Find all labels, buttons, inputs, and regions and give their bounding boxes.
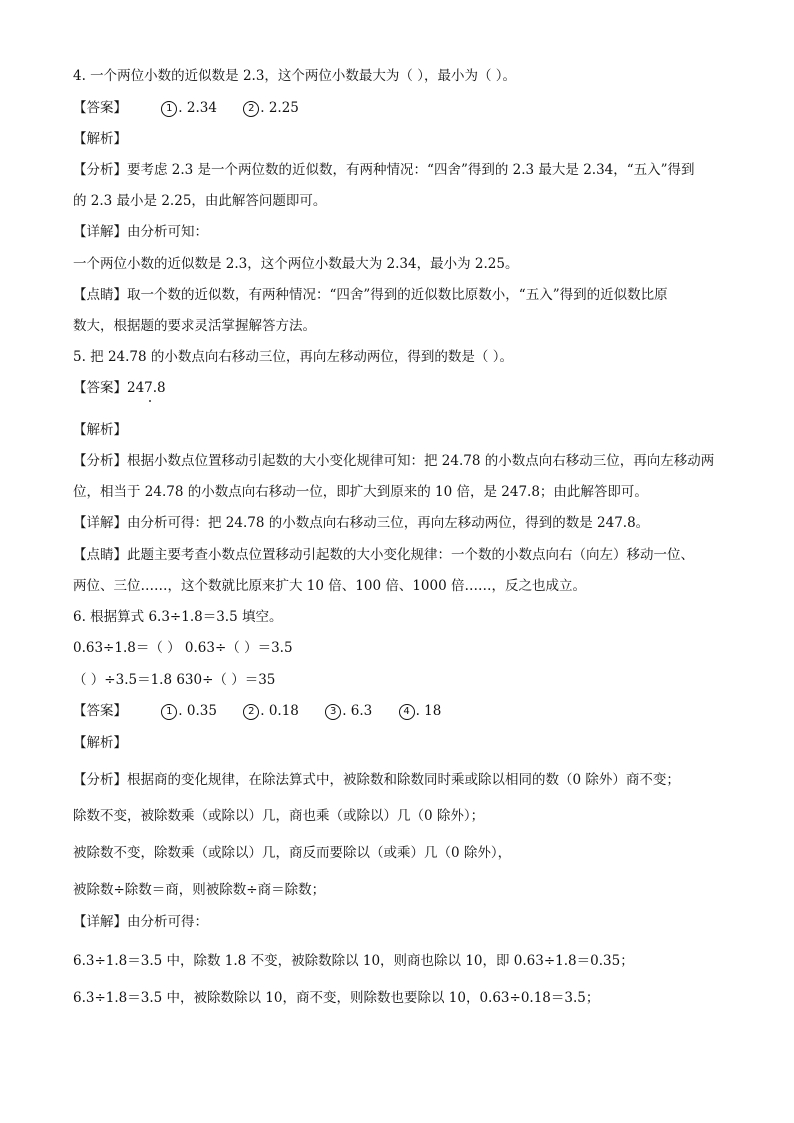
q4-answer-item-1: 1 . 2.34 [161,98,217,118]
circle-1-icon: 1 [161,101,177,117]
q5-dianjing-line-2: 两位、三位……，这个数就比原来扩大 10 倍、100 倍、1000 倍……，反之也成立。 [73,578,586,594]
q6-fenxi-line-1: 【分析】根据商的变化规律，在除法算式中，被除数和除数同时乘或除以相同的数（0 除外）商不变； [73,772,680,788]
q6-blank-row-2: （ ）÷3.5＝1.8 630÷（ ）＝35 [73,672,276,688]
q4-answer-tag: 【答案】 [73,100,127,116]
q4-detail-line-1: 一个两位小数的近似数是 2.3，这个两位小数最大为 2.34，最小为 2.25。 [73,256,519,272]
q6-answer-item-4: 4 . 18 [399,701,442,721]
q4-question: 4. 一个两位小数的近似数是 2.3，这个两位小数最大为（ ），最小为（ ）。 [73,68,517,84]
circle-3-icon: 3 [325,704,341,720]
circle-1-icon: 1 [161,704,177,720]
q6-detail-line-1: 6.3÷1.8＝3.5 中，除数 1.8 不变，被除数除以 10，则商也除以 10，即 0.63÷1.8＝0.35； [73,953,634,969]
circle-4-icon: 4 [399,704,415,720]
circle-2-icon: 2 [243,704,259,720]
q6-answer-tag: 【答案】 [73,703,127,719]
q6-question: 6. 根据算式 6.3÷1.8＝3.5 填空。 [73,609,283,625]
q6-answer [73,701,463,721]
q4-xiangjie: 【详解】由分析可知： [73,224,208,240]
q6-jiexi-tag: 【解析】 [73,735,127,751]
q4-dianjing-line-2: 数大，根据题的要求灵活掌握解答方法。 [73,318,316,334]
q5-fenxi-line-1: 【分析】根据小数点位置移动引起数的大小变化规律可知：把 24.78 的小数点向右移动三位，再向左移动两 [73,453,715,469]
q4-jiexi-tag: 【解析】 [73,131,127,147]
q5-jiexi-tag: 【解析】 [73,422,127,438]
q4-fenxi-line-1: 【分析】要考虑 2.3 是一个两位数的近似数，有两种情况：“四舍”得到的 2.3 最大是 2.34，“五入”得到 [73,162,695,178]
circle-2-icon: 2 [243,101,259,117]
stray-dot [149,400,151,402]
q5-answer: 【答案】247.8 [73,380,166,396]
q6-detail-line-2: 6.3÷1.8＝3.5 中，被除数除以 10，商不变，则除数也要除以 10，0.63÷0.18＝3.5； [73,990,600,1006]
q4-answer-item-2: 2 . 2.25 [243,98,299,118]
q6-answer-item-1: 1 . 0.35 [161,701,217,721]
q6-blank-row-1: 0.63÷1.8＝（ ） 0.63÷（ ）＝3.5 [73,640,293,656]
q6-xiangjie: 【详解】由分析可得： [73,914,208,930]
q4-dianjing-line-1: 【点睛】取一个数的近似数，有两种情况：“四舍”得到的近似数比原数小，“五入”得到的近似数比原 [73,287,668,303]
q6-answer-item-2: 2 . 0.18 [243,701,299,721]
q5-xiangjie: 【详解】由分析可得：把 24.78 的小数点向右移动三位，再向左移动两位，得到的数是 247.8。 [73,515,650,531]
q5-fenxi-line-2: 位，相当于 24.78 的小数点向右移动一位，即扩大到原来的 10 倍，是 247.8；由此解答即可。 [73,484,648,500]
q6-rule-line-2: 除数不变，被除数乘（或除以）几，商也乘（或除以）几（0 除外）； [73,808,485,824]
q4-fenxi-line-2: 的 2.3 最小是 2.25，由此解答问题即可。 [73,193,327,209]
q6-answer-item-3: 3 . 6.3 [325,701,372,721]
q4-answer [73,98,321,118]
q6-rule-line-3: 被除数不变，除数乘（或除以）几，商反而要除以（或乘）几（0 除外）， [73,845,512,861]
q5-dianjing-line-1: 【点睛】此题主要考查小数点位置移动引起数的大小变化规律：一个数的小数点向右（向左）移动一位、 [73,547,694,563]
q6-rule-line-4: 被除数÷除数＝商，则被除数÷商＝除数； [73,882,326,898]
q5-question: 5. 把 24.78 的小数点向右移动三位，再向左移动两位，得到的数是（ ）。 [73,349,513,365]
